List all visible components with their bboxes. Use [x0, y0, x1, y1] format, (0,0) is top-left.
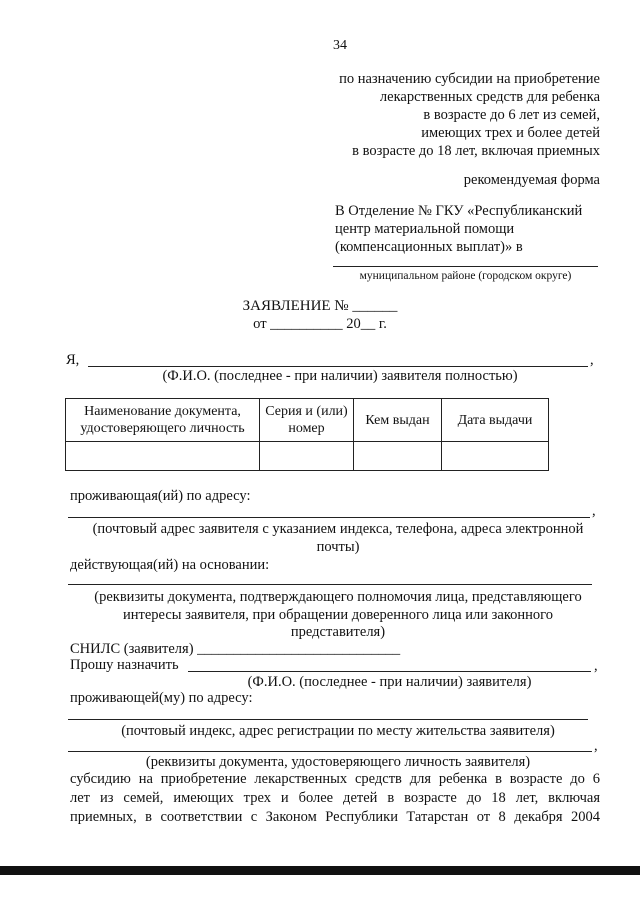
body-line: приемных, в соответствии с Законом Республики Татарстан от 8 декабря 2004 — [70, 809, 600, 825]
residing2-address-line[interactable] — [68, 719, 588, 720]
header-line: в возрасте до 18 лет, включая приемных — [352, 143, 600, 159]
date-line: от __________ 20__ г. — [253, 316, 387, 332]
applicant-label: Я, — [66, 352, 80, 368]
acting-label: действующая(ий) на основании: — [70, 557, 270, 573]
comma: , — [594, 658, 598, 674]
header-line: имеющих трех и более детей — [421, 125, 600, 141]
body-line: субсидию на приобретение лекарственных средств для ребенка в возрасте до 6 — [70, 771, 600, 787]
scan-edge-bar — [0, 866, 640, 875]
document-title: ЗАЯВЛЕНИЕ № ______ — [242, 298, 398, 314]
acting-caption: интересы заявителя, при обращении доверенного лица или законного — [123, 607, 553, 623]
id-document-line[interactable] — [68, 751, 592, 752]
residing2-label: проживающей(му) по адресу: — [70, 690, 253, 706]
header-line: по назначению субсидии на приобретение — [339, 71, 600, 87]
table-cell[interactable] — [260, 442, 354, 471]
acting-caption: представителя) — [290, 624, 386, 640]
request-caption: (Ф.И.О. (последнее - при наличии) заявителя) — [247, 674, 532, 690]
body-paragraph — [70, 770, 600, 827]
request-name-line[interactable] — [188, 671, 591, 672]
residing-caption: (почтовый адрес заявителя с указанием индекса, телефона, адреса электронной — [92, 521, 584, 537]
addressee-fill-line[interactable] — [333, 266, 598, 267]
addressee-line: центр материальной помощи — [335, 221, 515, 237]
residing2-caption: (почтовый индекс, адрес регистрации по месту жительства заявителя) — [121, 723, 555, 739]
id-document-caption: (реквизиты документа, удостоверяющего личность заявителя) — [145, 754, 531, 770]
table-row — [66, 442, 549, 471]
comma: , — [592, 503, 596, 519]
table-cell[interactable] — [354, 442, 442, 471]
addressee-line: В Отделение № ГКУ «Республиканский — [335, 203, 583, 219]
column-header: Наименование документа, удостоверяющего личность — [66, 399, 260, 442]
acting-basis-line[interactable] — [68, 584, 592, 585]
addressee-line: (компенсационных выплат)» в — [335, 239, 523, 255]
snils-field[interactable]: СНИЛС (заявителя) ____________________________ — [70, 641, 401, 657]
column-header: Дата выдачи — [442, 399, 549, 442]
recommended-form-label: рекомендуемая форма — [463, 172, 600, 188]
residing-address-line[interactable] — [68, 517, 590, 518]
table-header-row — [66, 399, 549, 442]
residing-label: проживающая(ий) по адресу: — [70, 488, 251, 504]
body-line: лет из семей, имеющих трех и более детей в возрасте до 18 лет, включая — [70, 790, 600, 806]
applicant-name-line[interactable] — [88, 366, 588, 367]
header-line: в возрасте до 6 лет из семей, — [423, 107, 600, 123]
acting-caption: (реквизиты документа, подтверждающего полномочия лица, представляющего — [94, 589, 582, 605]
addressee-caption: муниципальном районе (городском округе) — [359, 270, 572, 282]
header-line: лекарственных средств для ребенка — [379, 89, 600, 105]
table-cell[interactable] — [442, 442, 549, 471]
column-header: Кем выдан — [354, 399, 442, 442]
table-cell[interactable] — [66, 442, 260, 471]
applicant-caption: (Ф.И.О. (последнее - при наличии) заявителя полностью) — [162, 368, 518, 384]
addressee-block — [335, 202, 615, 256]
form-header — [260, 70, 600, 160]
comma: , — [594, 738, 598, 754]
request-label: Прошу назначить — [70, 657, 179, 673]
page-number: 34 — [333, 38, 347, 53]
column-header: Серия и (или) номер — [260, 399, 354, 442]
identity-document-table — [65, 398, 549, 471]
residing-caption: почты) — [316, 539, 360, 555]
comma: , — [590, 352, 594, 368]
